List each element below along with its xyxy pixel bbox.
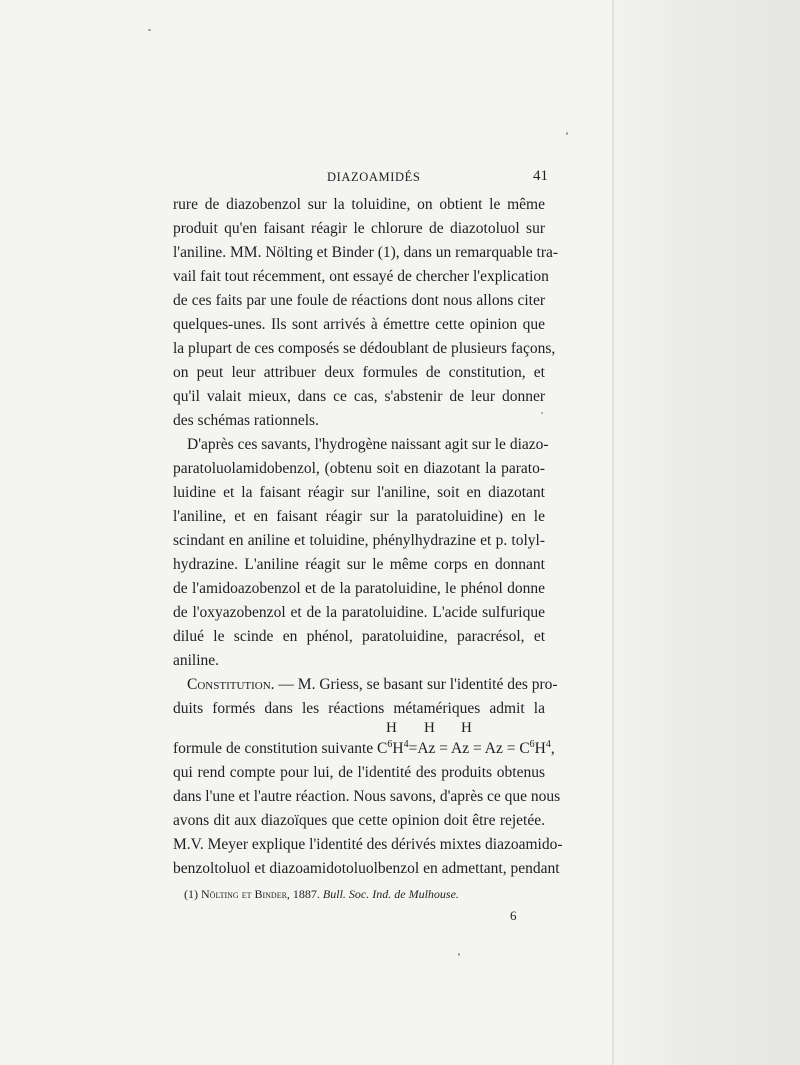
- section-heading: Constitution.: [187, 676, 275, 693]
- text-run: =Az = Az = Az = C: [408, 740, 530, 757]
- footnote-marker: (1): [184, 887, 198, 901]
- footnote-source: Bull. Soc. Ind. de Mulhouse.: [322, 887, 459, 901]
- text-line: avons dit aux diazoïques que cette opinion doit être rejetée.: [173, 812, 545, 829]
- superscript: 6: [529, 738, 535, 750]
- text-line: vail fait tout récemment, ont essayé de chercher l'explication: [173, 268, 549, 285]
- page-number: 41: [533, 168, 548, 184]
- footnote-year: , 1887.: [286, 887, 320, 901]
- page-shadow: [614, 0, 800, 1065]
- text-line: de ces faits par une foule de réactions dont nous allons citer: [173, 292, 545, 309]
- text-line: produit qu'en faisant réagir le chlorure de diazotoluol sur: [173, 220, 545, 237]
- formula-h-label: H: [386, 720, 397, 736]
- superscript: 6: [387, 738, 393, 750]
- superscript: 4: [545, 738, 551, 750]
- scan-speck: [458, 953, 460, 956]
- signature-mark: 6: [510, 908, 517, 923]
- formula-line: [173, 738, 555, 759]
- text-line: l'aniline. MM. Nölting et Binder (1), dans un remarquable tra-: [173, 244, 559, 261]
- text-line: scindant en aniline et toluidine, phénylhydrazine et p. tolyl-: [173, 532, 545, 549]
- scan-speck: [148, 29, 151, 31]
- text-line: qui rend compte pour lui, de l'identité des produits obtenus: [173, 764, 545, 781]
- text-line: aniline.: [173, 652, 220, 669]
- page-edge: [612, 0, 614, 1065]
- text-run: H: [392, 740, 404, 757]
- text-run: formule de constitution suivante C: [173, 740, 388, 757]
- scan-speck: [566, 132, 568, 135]
- text-line: dans l'une et l'autre réaction. Nous savons, d'après ce que nous: [173, 788, 561, 805]
- formula-h-label: H: [461, 720, 472, 736]
- text-line: de l'amidoazobenzol et de la paratoluidine, le phénol donne: [173, 580, 545, 597]
- text-line: paratoluolamidobenzol, (obtenu soit en diazotant la parato-: [173, 460, 545, 477]
- text-line: dilué le scinde en phénol, paratoluidine, paracrésol, et: [173, 628, 545, 645]
- constitution-line: [187, 675, 558, 695]
- text-run: H: [534, 740, 546, 757]
- text-line: luidine et la faisant réagir sur l'aniline, soit en diazotant: [173, 484, 545, 501]
- superscript: 4: [403, 738, 409, 750]
- text-line: on peut leur attribuer deux formules de constitution, et: [173, 364, 545, 381]
- text-line: benzoltoluol et diazoamidotoluolbenzol en admettant, pendant: [173, 860, 560, 877]
- running-header: DIAZOAMIDÉS: [327, 170, 421, 184]
- footnote: [184, 887, 459, 902]
- text-line: la plupart de ces composés se dédoublant de plusieurs façons,: [173, 340, 556, 357]
- text-line: D'après ces savants, l'hydrogène naissant agit sur le diazo-: [187, 436, 549, 453]
- formula-h-label: H: [424, 720, 435, 736]
- text-line: l'aniline, et en faisant réagir sur la paratoluidine) en le: [173, 508, 545, 525]
- text-line: quelques-unes. Ils sont arrivés à émettre cette opinion que: [173, 316, 545, 333]
- text-line: rure de diazobenzol sur la toluidine, on obtient le même: [173, 196, 545, 213]
- text-line: des schémas rationnels.: [173, 412, 319, 429]
- text-line: qu'il valait mieux, dans ce cas, s'abstenir de leur donner: [173, 388, 545, 405]
- text-run: ,: [550, 740, 555, 757]
- text-run: — M. Griess, se basant sur l'identité des pro-: [274, 676, 558, 693]
- text-line: duits formés dans les réactions métamériques admit la: [173, 700, 545, 717]
- text-line: de l'oxyazobenzol et de la paratoluidine. L'acide sulfurique: [173, 604, 545, 621]
- text-line: M.V. Meyer explique l'identité des dérivés mixtes diazoamido-: [173, 836, 563, 853]
- text-line: hydrazine. L'aniline réagit sur le même corps en donnant: [173, 556, 545, 573]
- footnote-authors: Nölting et Binder: [201, 887, 287, 901]
